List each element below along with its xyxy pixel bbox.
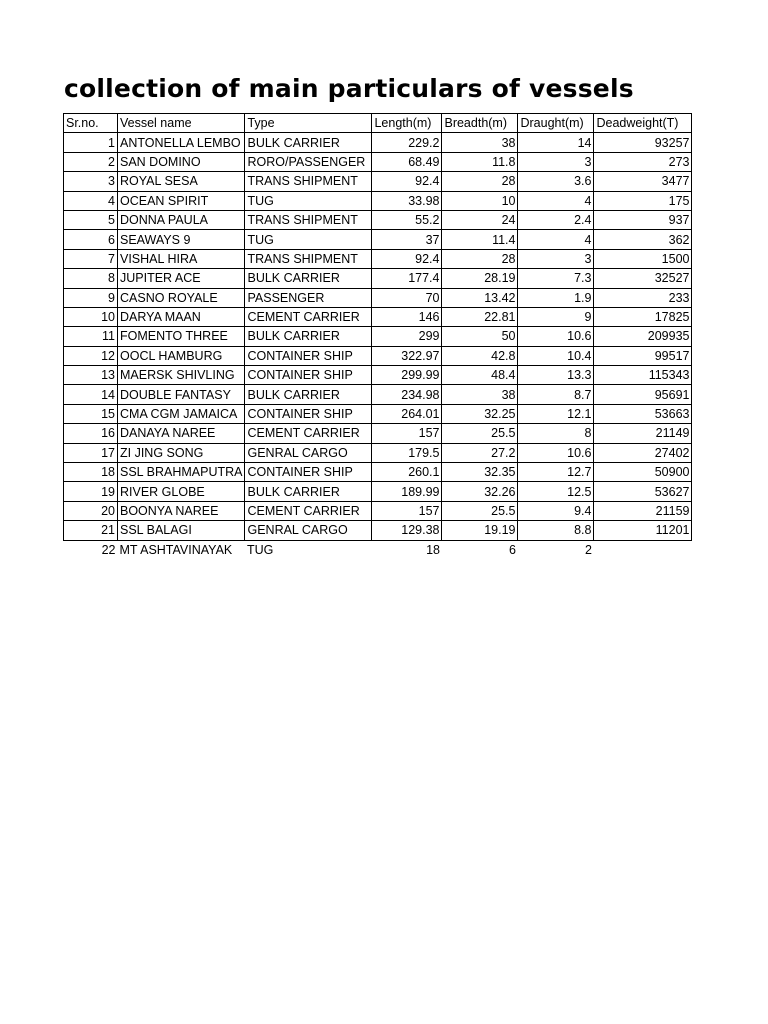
deadweight-cell: 27402	[594, 443, 692, 462]
deadweight-cell: 273	[594, 152, 692, 171]
deadweight-cell: 17825	[594, 307, 692, 326]
length-cell: 260.1	[372, 463, 442, 482]
header-sr-no: Sr.no.	[64, 114, 118, 133]
draught-cell: 3.6	[518, 172, 594, 191]
length-cell: 68.49	[372, 152, 442, 171]
table-row	[64, 366, 692, 385]
length-cell: 33.98	[372, 191, 442, 210]
header-deadweight: Deadweight(T)	[594, 114, 692, 133]
vessel-name-cell: DOUBLE FANTASY	[118, 385, 245, 404]
type-cell: CEMENT CARRIER	[245, 501, 372, 520]
vessel-name-cell: RIVER GLOBE	[118, 482, 245, 501]
length-cell: 92.4	[372, 172, 442, 191]
type-cell: CONTAINER SHIP	[245, 366, 372, 385]
vessel-name-cell: SSL BALAGI	[118, 521, 245, 540]
sr-no-cell: 13	[64, 366, 118, 385]
breadth-cell: 19.19	[442, 521, 518, 540]
vessel-name-cell: SSL BRAHMAPUTRA	[118, 463, 245, 482]
draught-cell: 10.4	[518, 346, 594, 365]
deadweight-cell: 99517	[594, 346, 692, 365]
sr-no-cell: 4	[64, 191, 118, 210]
type-cell: RORO/PASSENGER	[245, 152, 372, 171]
vessel-name-cell: OCEAN SPIRIT	[118, 191, 245, 210]
header-type: Type	[245, 114, 372, 133]
vessel-name-cell: FOMENTO THREE	[118, 327, 245, 346]
draught-cell: 12.5	[518, 482, 594, 501]
length-cell: 92.4	[372, 249, 442, 268]
type-cell: GENRAL CARGO	[245, 521, 372, 540]
breadth-cell: 38	[442, 133, 518, 152]
deadweight-cell: 175	[594, 191, 692, 210]
sr-no-cell: 16	[64, 424, 118, 443]
vessel-name-cell: JUPITER ACE	[118, 269, 245, 288]
vessel-name-cell: MAERSK SHIVLING	[118, 366, 245, 385]
deadweight-cell: 32527	[594, 269, 692, 288]
draught-cell: 8	[518, 424, 594, 443]
table-row	[64, 540, 692, 559]
sr-no-cell: 22	[101, 542, 116, 557]
length-cell: 189.99	[372, 482, 442, 501]
header-breadth: Breadth(m)	[442, 114, 518, 133]
deadweight-cell: 1500	[594, 249, 692, 268]
vessel-name-cell: SEAWAYS 9	[118, 230, 245, 249]
length-cell: 234.98	[372, 385, 442, 404]
type-cell: CEMENT CARRIER	[245, 424, 372, 443]
length-cell: 264.01	[372, 404, 442, 423]
deadweight-cell	[594, 540, 692, 559]
type-cell: BULK CARRIER	[245, 327, 372, 346]
breadth-cell: 28.19	[442, 269, 518, 288]
length-cell: 55.2	[372, 210, 442, 229]
draught-cell: 10.6	[518, 327, 594, 346]
length-cell: 157	[372, 501, 442, 520]
breadth-cell: 48.4	[442, 366, 518, 385]
vessel-name-cell: CASNO ROYALE	[118, 288, 245, 307]
page-title: collection of main particulars of vessels	[64, 74, 634, 103]
vessel-name-cell: DONNA PAULA	[118, 210, 245, 229]
sr-no-cell: 1	[64, 133, 118, 152]
sr-no-cell: 10	[64, 307, 118, 326]
deadweight-cell: 21149	[594, 424, 692, 443]
vessel-name-cell: VISHAL HIRA	[118, 249, 245, 268]
deadweight-cell: 3477	[594, 172, 692, 191]
length-cell: 157	[372, 424, 442, 443]
draught-cell: 9.4	[518, 501, 594, 520]
breadth-cell: 22.81	[442, 307, 518, 326]
breadth-cell: 24	[442, 210, 518, 229]
draught-cell: 12.1	[518, 404, 594, 423]
length-cell: 229.2	[372, 133, 442, 152]
type-cell: CONTAINER SHIP	[245, 404, 372, 423]
header-length: Length(m)	[372, 114, 442, 133]
length-cell: 18	[426, 542, 440, 557]
type-cell: TRANS SHIPMENT	[245, 172, 372, 191]
table-row	[64, 521, 692, 540]
table-row	[64, 346, 692, 365]
sr-no-cell: 2	[64, 152, 118, 171]
type-cell: PASSENGER	[245, 288, 372, 307]
sr-no-cell: 14	[64, 385, 118, 404]
table-row	[64, 249, 692, 268]
table-row	[64, 152, 692, 171]
sr-no-cell: 19	[64, 482, 118, 501]
sr-no-cell: 5	[64, 210, 118, 229]
length-cell: 37	[372, 230, 442, 249]
draught-cell: 14	[518, 133, 594, 152]
sr-no-cell: 18	[64, 463, 118, 482]
draught-cell: 10.6	[518, 443, 594, 462]
table-row	[64, 424, 692, 443]
breadth-cell: 25.5	[442, 501, 518, 520]
breadth-cell: 38	[442, 385, 518, 404]
vessel-name-cell: SAN DOMINO	[118, 152, 245, 171]
table-row	[64, 404, 692, 423]
deadweight-cell: 115343	[594, 366, 692, 385]
type-cell: BULK CARRIER	[245, 269, 372, 288]
deadweight-cell: 93257	[594, 133, 692, 152]
sr-no-cell: 7	[64, 249, 118, 268]
type-cell: TUG	[246, 542, 274, 557]
deadweight-cell: 53663	[594, 404, 692, 423]
length-cell: 322.97	[372, 346, 442, 365]
length-cell: 129.38	[372, 521, 442, 540]
draught-cell: 4	[518, 230, 594, 249]
vessel-name-cell: ROYAL SESA	[118, 172, 245, 191]
breadth-cell: 11.8	[442, 152, 518, 171]
header-draught: Draught(m)	[518, 114, 594, 133]
breadth-cell: 32.35	[442, 463, 518, 482]
deadweight-cell: 209935	[594, 327, 692, 346]
type-cell: TUG	[245, 191, 372, 210]
table-row	[64, 133, 692, 152]
deadweight-cell: 233	[594, 288, 692, 307]
type-cell: GENRAL CARGO	[245, 443, 372, 462]
draught-cell: 7.3	[518, 269, 594, 288]
draught-cell: 13.3	[518, 366, 594, 385]
type-cell: BULK CARRIER	[245, 482, 372, 501]
breadth-cell: 10	[442, 191, 518, 210]
sr-no-cell: 21	[64, 521, 118, 540]
vessel-name-cell: DANAYA NAREE	[118, 424, 245, 443]
type-cell: CONTAINER SHIP	[245, 346, 372, 365]
length-cell: 299.99	[372, 366, 442, 385]
draught-cell: 1.9	[518, 288, 594, 307]
breadth-cell: 27.2	[442, 443, 518, 462]
breadth-cell: 6	[509, 542, 516, 557]
type-cell: TUG	[245, 230, 372, 249]
deadweight-cell: 362	[594, 230, 692, 249]
draught-cell: 3	[518, 152, 594, 171]
length-cell: 70	[372, 288, 442, 307]
breadth-cell: 28	[442, 249, 518, 268]
type-cell: CONTAINER SHIP	[245, 463, 372, 482]
table-row	[64, 463, 692, 482]
breadth-cell: 28	[442, 172, 518, 191]
vessel-particulars-table	[63, 113, 692, 559]
draught-cell: 8.7	[518, 385, 594, 404]
breadth-cell: 11.4	[442, 230, 518, 249]
draught-cell: 2.4	[518, 210, 594, 229]
vessel-name-cell: OOCL HAMBURG	[118, 346, 245, 365]
sr-no-cell: 9	[64, 288, 118, 307]
draught-cell: 8.8	[518, 521, 594, 540]
sr-no-cell: 3	[64, 172, 118, 191]
type-cell: TRANS SHIPMENT	[245, 210, 372, 229]
vessel-name-cell: MT ASHTAVINAYAK	[119, 542, 233, 557]
sr-no-cell: 20	[64, 501, 118, 520]
draught-cell: 2	[585, 542, 592, 557]
length-cell: 177.4	[372, 269, 442, 288]
type-cell: BULK CARRIER	[245, 385, 372, 404]
table-row	[64, 501, 692, 520]
vessel-name-cell: ZI JING SONG	[118, 443, 245, 462]
vessel-name-cell: ANTONELLA LEMBO	[118, 133, 245, 152]
length-cell: 299	[372, 327, 442, 346]
deadweight-cell: 50900	[594, 463, 692, 482]
table-row	[64, 172, 692, 191]
breadth-cell: 50	[442, 327, 518, 346]
draught-cell: 3	[518, 249, 594, 268]
header-vessel-name: Vessel name	[118, 114, 245, 133]
vessel-name-cell: DARYA MAAN	[118, 307, 245, 326]
draught-cell: 9	[518, 307, 594, 326]
draught-cell: 12.7	[518, 463, 594, 482]
deadweight-cell: 95691	[594, 385, 692, 404]
table-row	[64, 443, 692, 462]
breadth-cell: 42.8	[442, 346, 518, 365]
table-row	[64, 191, 692, 210]
sr-no-cell: 17	[64, 443, 118, 462]
vessel-name-cell: BOONYA NAREE	[118, 501, 245, 520]
deadweight-cell: 11201	[594, 521, 692, 540]
sr-no-cell: 15	[64, 404, 118, 423]
sr-no-cell: 8	[64, 269, 118, 288]
breadth-cell: 13.42	[442, 288, 518, 307]
header-row	[64, 114, 692, 133]
type-cell: BULK CARRIER	[245, 133, 372, 152]
table-row	[64, 385, 692, 404]
sr-no-cell: 12	[64, 346, 118, 365]
table-row	[64, 327, 692, 346]
deadweight-cell: 937	[594, 210, 692, 229]
length-cell: 179.5	[372, 443, 442, 462]
sr-no-cell: 6	[64, 230, 118, 249]
breadth-cell: 25.5	[442, 424, 518, 443]
type-cell: TRANS SHIPMENT	[245, 249, 372, 268]
type-cell: CEMENT CARRIER	[245, 307, 372, 326]
breadth-cell: 32.25	[442, 404, 518, 423]
vessel-name-cell: CMA CGM JAMAICA	[118, 404, 245, 423]
draught-cell: 4	[518, 191, 594, 210]
table-row	[64, 482, 692, 501]
table-row	[64, 230, 692, 249]
deadweight-cell: 21159	[594, 501, 692, 520]
sr-no-cell: 11	[64, 327, 118, 346]
breadth-cell: 32.26	[442, 482, 518, 501]
table-row	[64, 210, 692, 229]
deadweight-cell: 53627	[594, 482, 692, 501]
length-cell: 146	[372, 307, 442, 326]
table-row	[64, 288, 692, 307]
table-row	[64, 269, 692, 288]
table-row	[64, 307, 692, 326]
